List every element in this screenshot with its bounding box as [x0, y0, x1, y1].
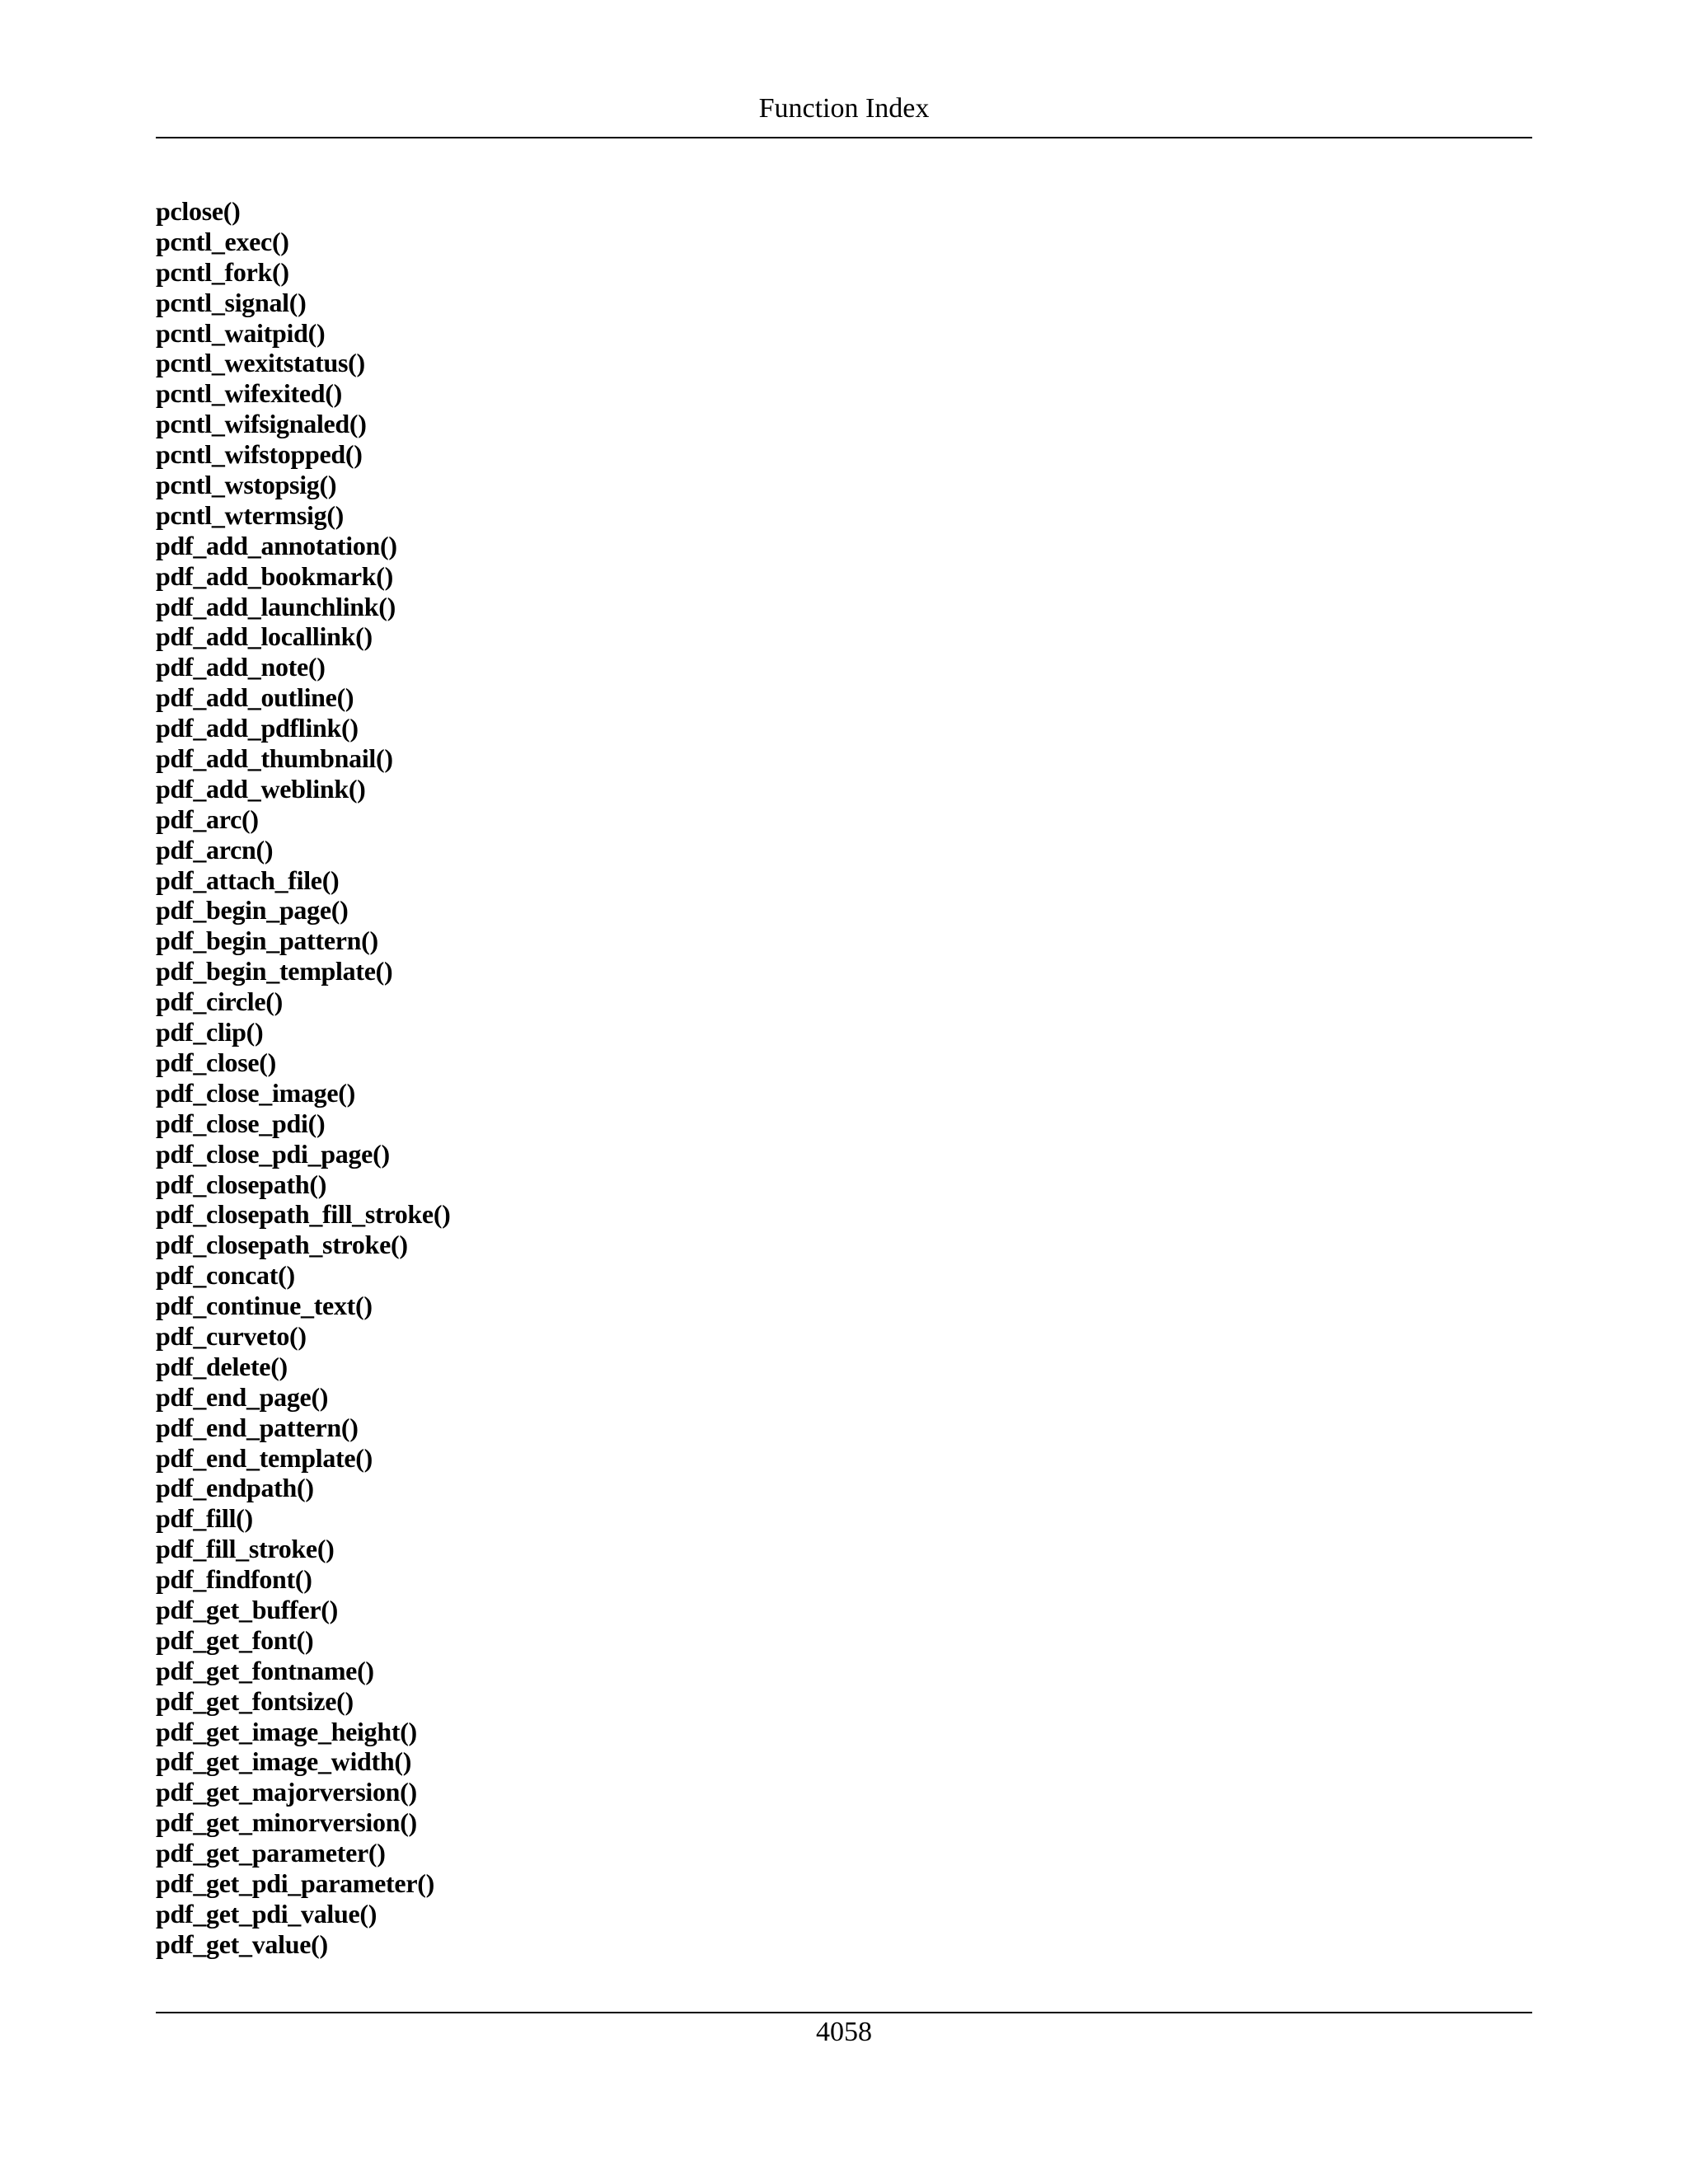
- function-index-entry[interactable]: pdf_closepath_stroke(): [156, 1230, 408, 1260]
- function-index-entry[interactable]: pdf_begin_page(): [156, 895, 349, 926]
- function-index-entry[interactable]: pdf_closepath(): [156, 1169, 327, 1199]
- function-index-entry[interactable]: pdf_get_font(): [156, 1624, 314, 1655]
- function-index-entry[interactable]: pdf_get_image_width(): [156, 1746, 412, 1777]
- function-index-entry[interactable]: pdf_get_pdi_parameter(): [156, 1868, 434, 1898]
- function-index-entry[interactable]: pdf_begin_pattern(): [156, 926, 378, 956]
- function-index-entry[interactable]: pdf_clip(): [156, 1017, 264, 1047]
- function-index-entry[interactable]: pdf_add_annotation(): [156, 530, 397, 560]
- function-index-entry[interactable]: pcntl_waitpid(): [156, 317, 326, 348]
- function-index-entry[interactable]: pdf_findfont(): [156, 1564, 312, 1595]
- function-index-entry[interactable]: pdf_fill_stroke(): [156, 1534, 335, 1564]
- function-index-entry[interactable]: pdf_fill(): [156, 1503, 253, 1534]
- function-index-list: [156, 196, 451, 1960]
- function-index-entry[interactable]: pdf_add_note(): [156, 652, 326, 682]
- function-index-entry[interactable]: pdf_close_image(): [156, 1077, 355, 1108]
- function-index-entry[interactable]: pdf_endpath(): [156, 1473, 314, 1503]
- function-index-entry[interactable]: pdf_add_thumbnail(): [156, 743, 393, 774]
- function-index-entry[interactable]: pdf_arc(): [156, 804, 259, 834]
- function-index-entry[interactable]: pcntl_fork(): [156, 256, 289, 287]
- function-index-entry[interactable]: pdf_get_value(): [156, 1929, 328, 1959]
- function-index-entry[interactable]: pdf_get_parameter(): [156, 1838, 386, 1868]
- function-index-entry[interactable]: pcntl_wstopsig(): [156, 470, 337, 500]
- function-index-entry[interactable]: pdf_add_bookmark(): [156, 560, 394, 591]
- function-index-entry[interactable]: pclose(): [156, 196, 241, 226]
- function-index-entry[interactable]: pcntl_wifstopped(): [156, 439, 363, 470]
- function-index-entry[interactable]: pdf_concat(): [156, 1260, 295, 1291]
- function-index-entry[interactable]: pdf_add_launchlink(): [156, 591, 396, 621]
- function-index-entry[interactable]: pdf_close(): [156, 1047, 277, 1077]
- function-index-entry[interactable]: pdf_end_page(): [156, 1381, 329, 1412]
- function-index-entry[interactable]: pdf_continue_text(): [156, 1291, 373, 1321]
- function-index-entry[interactable]: pdf_get_minorversion(): [156, 1807, 417, 1838]
- function-index-entry[interactable]: pdf_get_buffer(): [156, 1594, 338, 1624]
- function-index-entry[interactable]: pcntl_wifexited(): [156, 378, 342, 409]
- function-index-entry[interactable]: pdf_get_pdi_value(): [156, 1898, 377, 1929]
- function-index-entry[interactable]: pdf_closepath_fill_stroke(): [156, 1199, 451, 1230]
- function-index-entry[interactable]: pdf_begin_template(): [156, 956, 393, 987]
- function-index-entry[interactable]: pdf_close_pdi(): [156, 1108, 326, 1138]
- function-index-entry[interactable]: pdf_attach_file(): [156, 865, 340, 895]
- function-index-entry[interactable]: pdf_get_majorversion(): [156, 1777, 417, 1807]
- footer-divider: [156, 2012, 1532, 2013]
- function-index-entry[interactable]: pdf_add_locallink(): [156, 621, 373, 652]
- function-index-entry[interactable]: pdf_curveto(): [156, 1320, 307, 1351]
- function-index-entry[interactable]: pcntl_signal(): [156, 287, 307, 317]
- function-index-entry[interactable]: pcntl_wexitstatus(): [156, 348, 365, 378]
- function-index-entry[interactable]: pdf_delete(): [156, 1351, 288, 1381]
- function-index-entry[interactable]: pdf_end_pattern(): [156, 1412, 359, 1442]
- page-header-title: Function Index: [758, 93, 930, 124]
- function-index-entry[interactable]: pdf_get_fontsize(): [156, 1685, 354, 1716]
- function-index-entry[interactable]: pcntl_wifsignaled(): [156, 409, 367, 439]
- function-index-entry[interactable]: pdf_add_pdflink(): [156, 713, 359, 743]
- function-index-entry[interactable]: pcntl_wtermsig(): [156, 499, 345, 530]
- header-divider: [156, 137, 1532, 138]
- function-index-entry[interactable]: pcntl_exec(): [156, 226, 289, 256]
- function-index-entry[interactable]: pdf_end_template(): [156, 1442, 373, 1473]
- page-number: 4058: [816, 2017, 872, 2047]
- function-index-entry[interactable]: pdf_close_pdi_page(): [156, 1138, 390, 1169]
- function-index-entry[interactable]: pdf_get_image_height(): [156, 1716, 417, 1746]
- function-index-entry[interactable]: pdf_circle(): [156, 987, 283, 1017]
- function-index-entry[interactable]: pdf_get_fontname(): [156, 1655, 374, 1685]
- function-index-entry[interactable]: pdf_add_weblink(): [156, 773, 366, 804]
- function-index-entry[interactable]: pdf_add_outline(): [156, 682, 354, 713]
- function-index-entry[interactable]: pdf_arcn(): [156, 834, 274, 865]
